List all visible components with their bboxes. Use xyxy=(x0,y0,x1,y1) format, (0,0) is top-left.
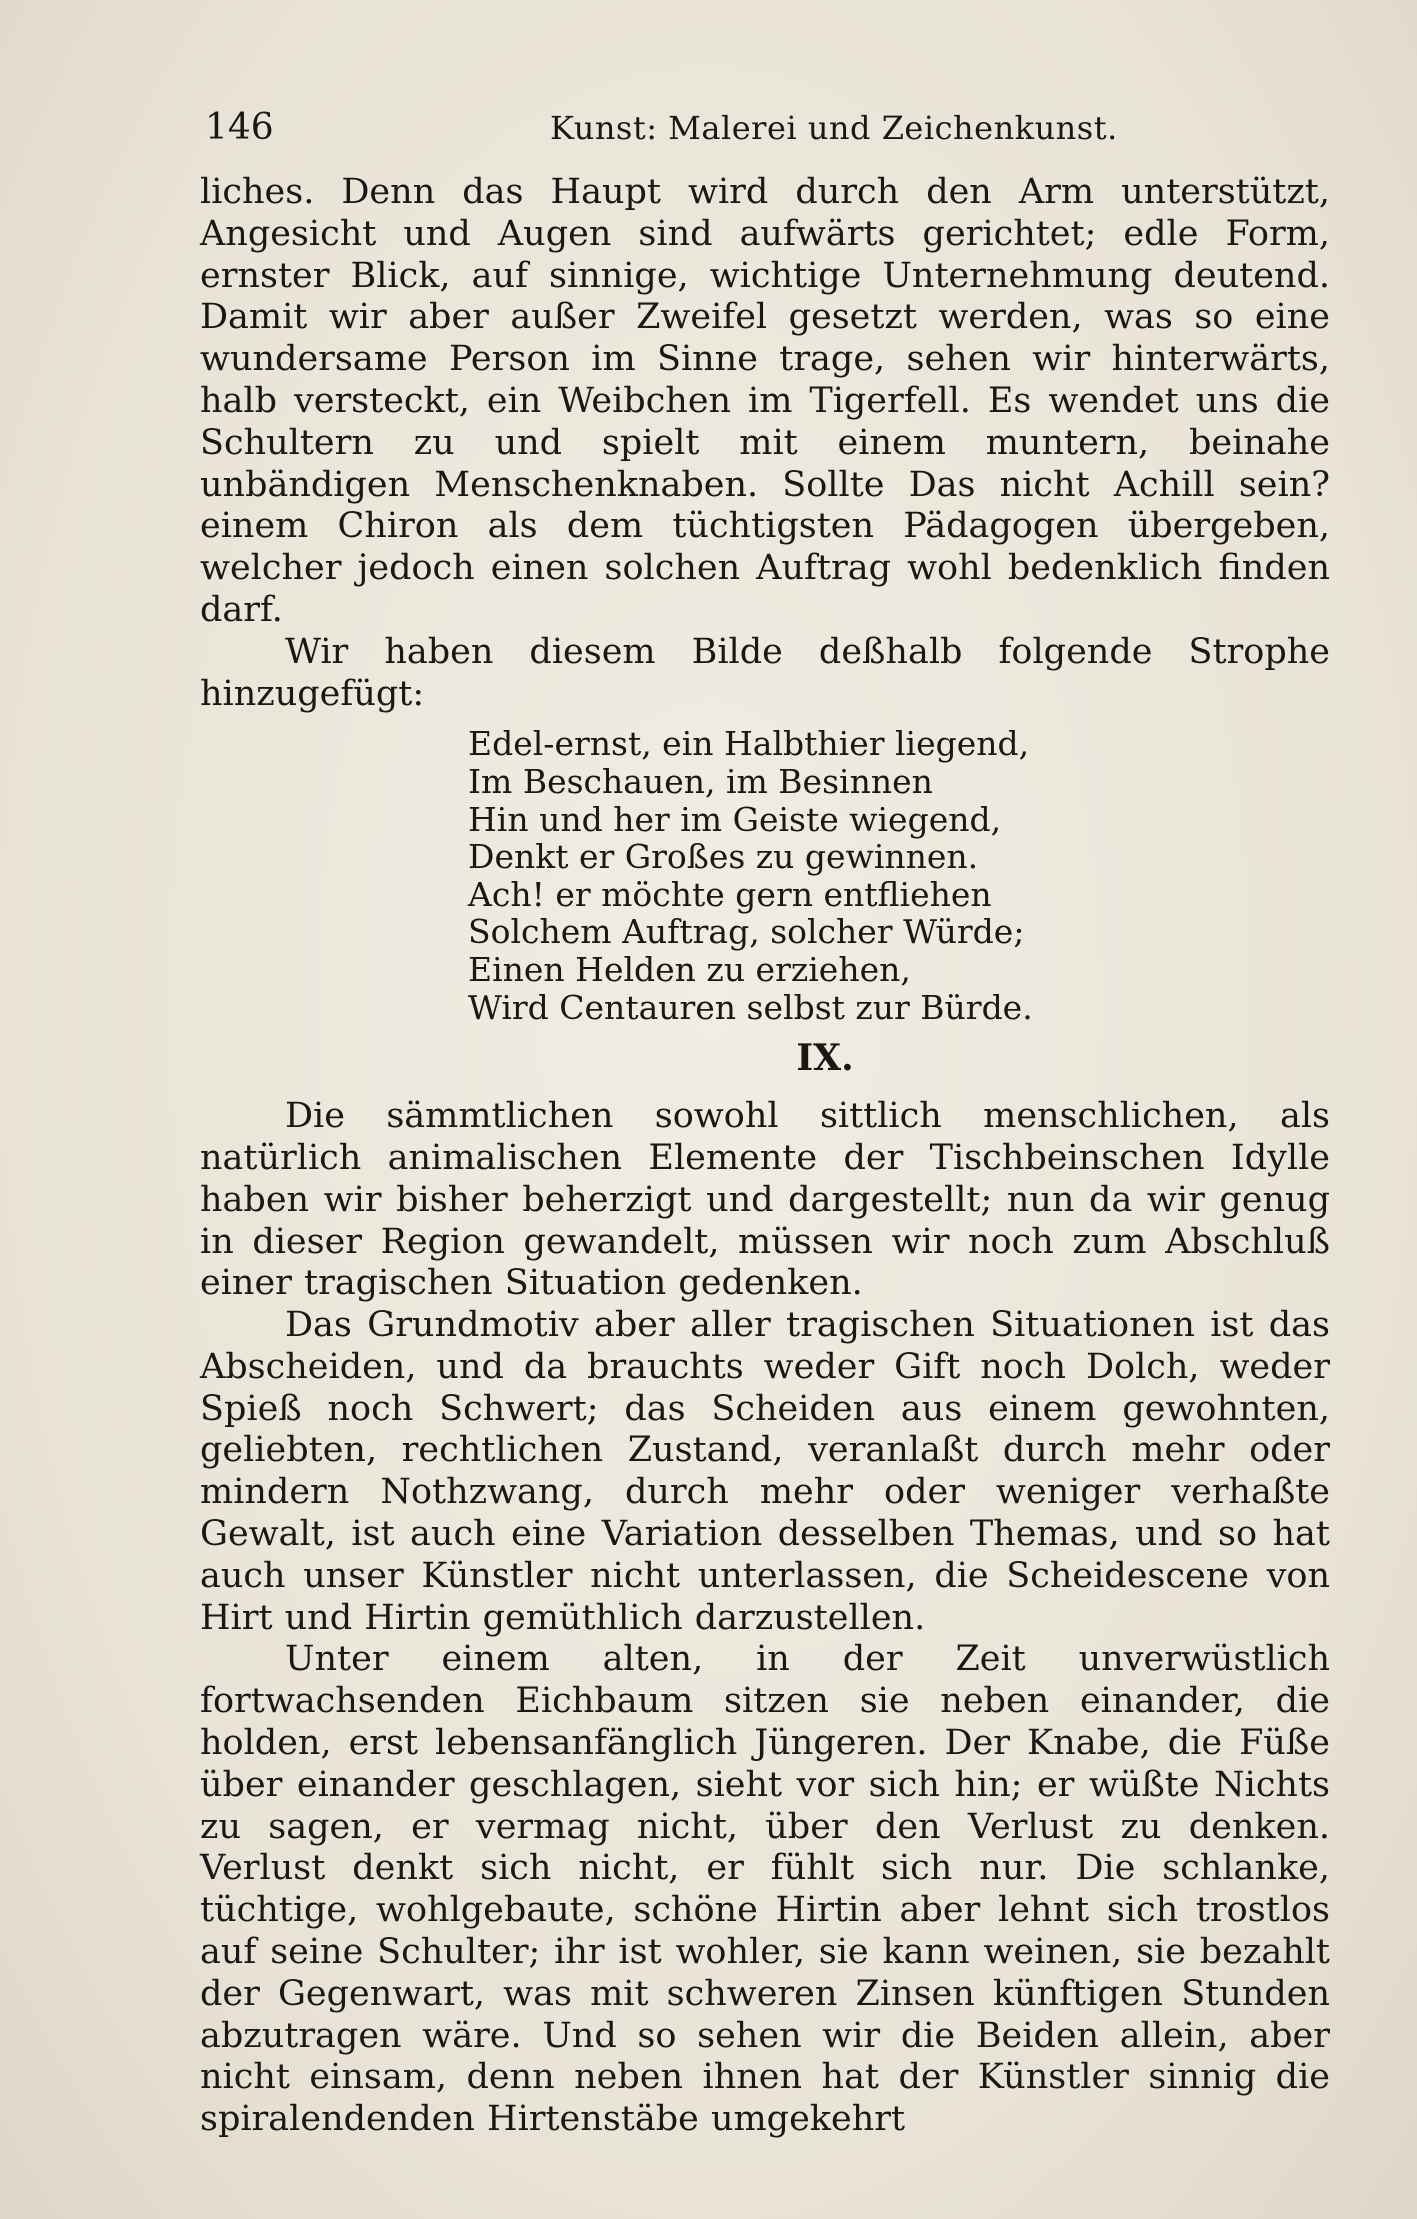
page-header xyxy=(205,98,1335,158)
verse-line: Einen Helden zu erziehen, xyxy=(468,949,911,989)
paragraph: Die sämmtlichen sowohl sittlich menschlichen, als natürlich animalischen Elemente der Tischbeinschen Idylle haben wir bisher beherzigt und dargestellt; nun da wir genug in dieser Region gewandelt, müssen wir noch zum Abschluß einer tragischen Situation gedenken. xyxy=(200,1096,1330,1304)
verse-line: Solchem Auftrag, solcher Würde; xyxy=(468,912,1025,952)
verse-line: Edel-ernst, ein Halbthier liegend, xyxy=(468,724,1030,764)
section-heading: IX. xyxy=(796,1037,854,1080)
paragraph-continuation: liches. Denn das Haupt wird durch den Arm unterstützt, Angesicht und Augen sind aufwärts gerichtet; edle Form, ernster Blick, auf sinnige, wichtige Unternehmung deutend. Damit wir aber außer Zweifel gesetzt werden, was so eine wundersame Person im Sinne trage, sehen wir hinterwärts, halb versteckt, ein Weibchen im Tigerfell. Es wendet uns die Schultern zu und spielt mit einem muntern, beinahe unbändigen Menschenknaben. Sollte Das nicht Achill sein? einem Chiron als dem tüchtigsten Pädagogen übergeben, welcher jedoch einen solchen Auftrag wohl bedenklich finden darf. xyxy=(200,172,1330,630)
verse-stanza xyxy=(468,725,1330,1026)
verse-line: Ach! er möchte gern entfliehen xyxy=(468,874,992,914)
verse-line: Denkt er Großes zu gewinnen. xyxy=(468,837,979,877)
paragraph: Das Grundmotiv aber aller tragischen Situationen ist das Abscheiden, und da brauchts weder Gift noch Dolch, weder Spieß noch Schwert; das Scheiden aus einem gewohnten, geliebten, rechtlichen Zustand, veranlaßt durch mehr oder mindern Nothzwang, durch mehr oder weniger verhaßte Gewalt, ist auch eine Variation desselben Themas, und so hat auch unser Künstler nicht unterlassen, die Scheidescene von Hirt und Hirtin gemüthlich darzustellen. xyxy=(200,1305,1330,1638)
verse-line: Im Beschauen, im Besinnen xyxy=(468,761,933,801)
running-head: Kunst: Malerei und Zeichenkunst. xyxy=(550,109,1118,147)
paragraph: Unter einem alten, in der Zeit unverwüstlich fortwachsenden Eichbaum sitzen sie neben einander, die holden, erst lebensanfänglich Jüngeren. Der Knabe, die Füße über einander geschlagen, sieht vor sich hin; er wüßte Nichts zu sagen, er vermag nicht, über den Verlust zu denken. Verlust denkt sich nicht, er fühlt sich nur. Die schlanke, tüchtige, wohlgebaute, schöne Hirtin aber lehnt sich trostlos auf seine Schulter; ihr ist wohler, sie kann weinen, sie bezahlt der Gegenwart, was mit schweren Zinsen künftigen Stunden abzutragen wäre. Und so sehen wir die Beiden allein, aber nicht einsam, denn neben ihnen hat der Künstler sinnig die spiralendenden Hirtenstäbe umgekehrt xyxy=(200,1639,1330,2140)
body-text xyxy=(200,172,1330,2141)
verse-line: Wird Centauren selbst zur Bürde. xyxy=(468,987,1033,1027)
verse-line: Hin und her im Geiste wiegend, xyxy=(468,799,1002,839)
paragraph-strophe-intro: Wir haben diesem Bilde deßhalb folgende Strophe hinzugefügt: xyxy=(200,631,1330,714)
page-number: 146 xyxy=(205,107,274,148)
